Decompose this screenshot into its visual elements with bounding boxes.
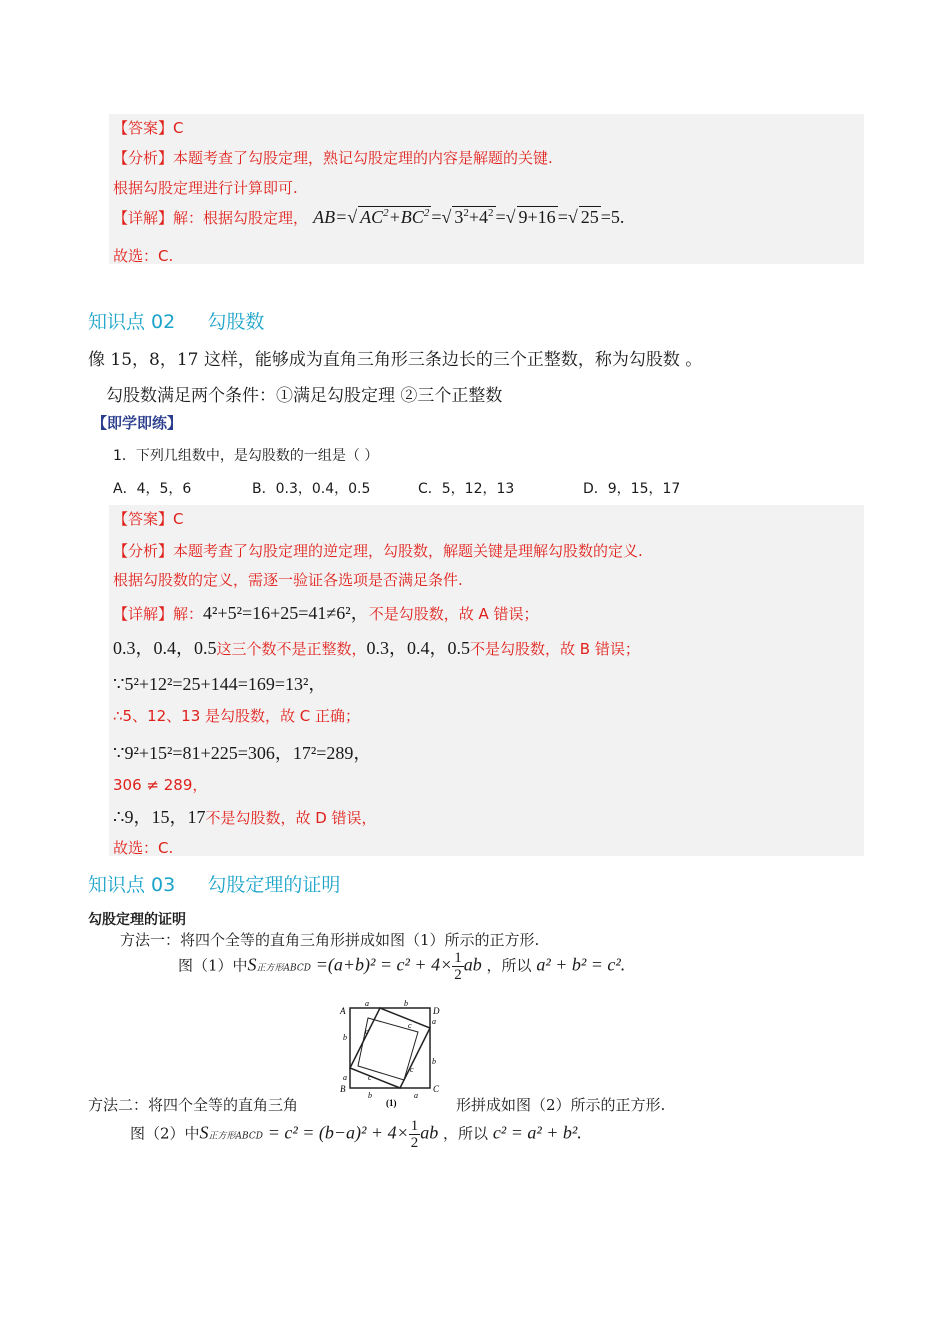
detail-line-c2: ∴5、12、13 是勾股数，故 C 正确；	[113, 707, 361, 725]
area-subscript: 正方形ABCD	[208, 1131, 263, 1142]
detail-line-c1: ∵5²+12²=25+144=169=13²，	[113, 674, 327, 694]
detail-line: 【详解】解：根据勾股定理， AB=√ $AC^2+BC^2$ =√ $3^2+4^2$ =√ 9+16 =√ 25 =5.	[113, 207, 625, 227]
svg-text:c: c	[410, 1065, 414, 1074]
formula-radicand-3: 9+16	[518, 207, 556, 227]
fraction-half: $\frac{1}{2}$	[410, 1118, 419, 1151]
detail-line-a	[113, 599, 539, 625]
conclusion: 故选：C.	[113, 839, 174, 857]
fig1-formula-line: 图（1）中S正方形ABCD =(a+b)² = c² + 4× $\frac{1}{2}$ ab ，所以 a² + b² = c².	[178, 950, 626, 983]
svg-text:a: a	[365, 1000, 369, 1008]
formula-ab: AB=	[313, 207, 348, 227]
detail-line-d1: ∵9²+15²=81+225=306，17²=289，	[113, 743, 372, 763]
text-d3: 不是勾股数，故 D 错误，	[205, 809, 377, 827]
vertex-a: A	[340, 1006, 346, 1016]
question-text: 1．下列几组数中，是勾股数的一组是（ ）	[113, 448, 379, 464]
area-symbol: S	[247, 954, 257, 975]
kp03-subheading: 勾股定理的证明	[88, 912, 186, 928]
svg-text:c: c	[365, 1027, 369, 1036]
math-a: 4²+5²=16+25=41≠6²，	[203, 603, 369, 623]
fig1-formula: =(a+b)² = c² + 4×	[315, 954, 453, 975]
svg-text:b: b	[368, 1091, 372, 1100]
kp02-heading-title: 勾股数	[207, 311, 265, 333]
svg-text:c: c	[408, 1021, 412, 1030]
method2-text-b: 形拼成如图（2）所示的正方形.	[456, 1096, 666, 1114]
fig2-prefix: 图（2）中	[130, 1124, 200, 1143]
figure-1-diagram	[338, 1000, 448, 1110]
fig2-result: c² = a² + b².	[492, 1122, 582, 1143]
kp03-heading-title: 勾股定理的证明	[207, 874, 341, 896]
kp02-conditions: 勾股数满足两个条件：①满足勾股定理 ②三个正整数	[106, 386, 503, 406]
analysis-line: 根据勾股定理进行计算即可.	[113, 179, 298, 197]
figure-1-label: (1)	[386, 1098, 397, 1108]
kp03-heading	[88, 870, 340, 897]
fig2-so: ，所以	[443, 1124, 489, 1143]
analysis-line: 【分析】本题考查了勾股定理，熟记勾股定理的内容是解题的关键.	[113, 149, 553, 167]
answer-label: 【答案】C	[113, 119, 184, 137]
fig1-so: ，所以	[486, 956, 532, 975]
kp02-heading-num: 知识点 02	[88, 311, 176, 333]
svg-text:b: b	[343, 1033, 347, 1042]
analysis-line: 【分析】本题考查了勾股定理的逆定理，勾股数，解题关键是理解勾股数的定义.	[113, 542, 643, 560]
practice-label: 【即学即练】	[92, 414, 183, 432]
kp03-heading-num: 知识点 03	[88, 874, 176, 896]
answer-label: 【答案】C	[113, 510, 184, 528]
text-a: 不是勾股数，故 A 错误；	[368, 605, 539, 623]
detail-line-b	[113, 634, 640, 660]
svg-text:c: c	[368, 1073, 372, 1082]
formula-radicand-2: $3^2+4^2$	[454, 207, 494, 227]
conclusion: 故选：C.	[113, 247, 174, 265]
svg-text:b: b	[404, 1000, 408, 1008]
math-b: 0.3，0.4，0.5	[113, 638, 217, 658]
area-subscript: 正方形ABCD	[256, 963, 311, 974]
math-d3: ∴9，15，17	[113, 807, 206, 827]
text-b1: 这三个数不是正整数，	[216, 640, 367, 658]
formula-radicand-1: $AC^2+BC^2$	[360, 207, 430, 227]
fig1-prefix: 图（1）中	[178, 956, 248, 975]
area-symbol: S	[199, 1122, 209, 1143]
svg-text:a: a	[414, 1091, 418, 1100]
detail-label: 【详解】解：根据勾股定理，	[113, 209, 309, 227]
kp02-heading	[88, 307, 264, 334]
option-d: D．9，15，17	[583, 481, 681, 497]
formula-radicand-4: 25	[580, 207, 599, 227]
svg-text:a: a	[432, 1017, 436, 1026]
detail-label: 【详解】解：	[113, 605, 204, 623]
fraction-half: $\frac{1}{2}$	[454, 950, 462, 983]
kp02-definition: 像 15，8，17 这样，能够成为直角三角形三条边长的三个正整数，称为勾股数 。	[88, 350, 703, 370]
option-c: C．5，12，13	[418, 481, 515, 497]
text-b2: 不是勾股数，故 B 错误；	[470, 640, 640, 658]
fig1-result: a² + b² = c².	[536, 954, 626, 975]
formula-result: =5.	[600, 207, 625, 227]
svg-text:b: b	[432, 1057, 436, 1066]
method1-text: 方法一：将四个全等的直角三角形拼成如图（1）所示的正方形.	[120, 931, 540, 949]
analysis-line: 根据勾股数的定义，需逐一验证各选项是否满足条件.	[113, 571, 463, 589]
svg-text:a: a	[343, 1073, 347, 1082]
vertex-b: B	[340, 1084, 346, 1094]
method2-text-a: 方法二：将四个全等的直角三角	[88, 1096, 299, 1114]
vertex-c: C	[433, 1084, 440, 1094]
math-b2: 0.3，0.4，0.5	[366, 638, 471, 658]
detail-line-d2: 306 ≠ 289，	[113, 776, 208, 794]
fig2-formula: = c² = (b−a)² + 4×	[267, 1122, 409, 1143]
option-a: A．4，5，6	[113, 481, 192, 497]
option-b: B．0.3，0.4，0.5	[252, 481, 371, 497]
fig2-formula-line: 图（2）中S正方形ABCD = c² = (b−a)² + 4× $\frac{1}{2}$ ab ，所以 c² = a² + b².	[130, 1118, 582, 1151]
detail-line-d3	[113, 803, 377, 829]
vertex-d: D	[433, 1006, 440, 1016]
